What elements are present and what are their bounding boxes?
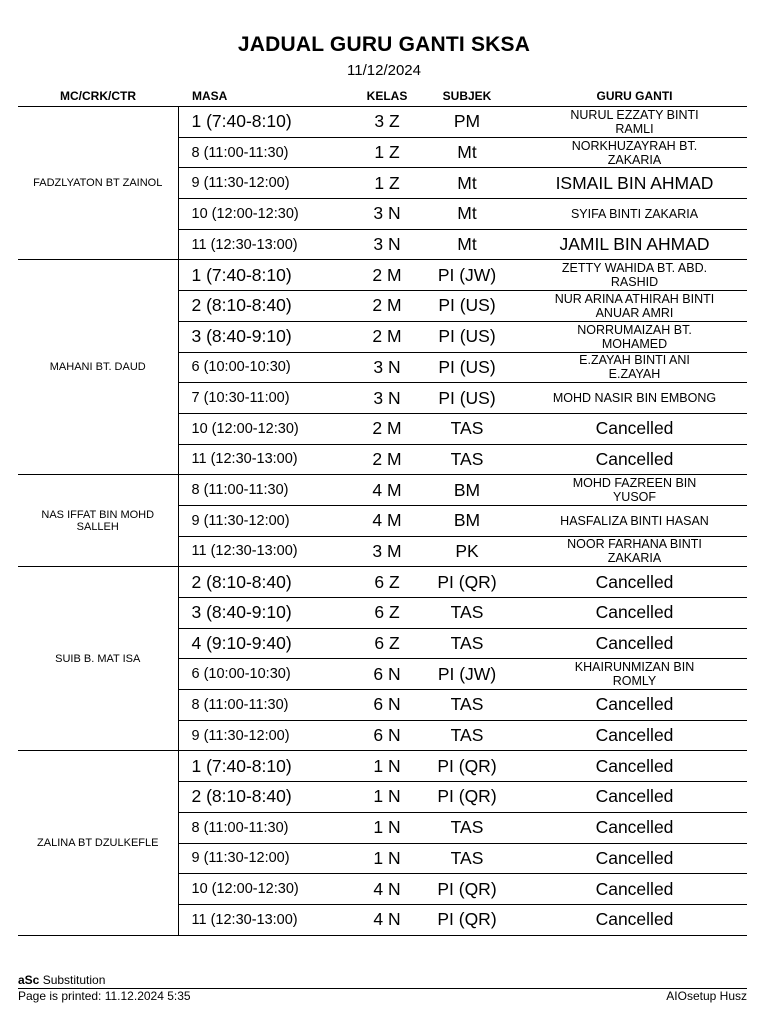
kelas-cell: 4 N bbox=[362, 874, 412, 905]
masa-cell: 8 (11:00-11:30) bbox=[178, 812, 362, 843]
table-body bbox=[18, 107, 747, 936]
kelas-cell: 2 M bbox=[362, 444, 412, 475]
masa-cell: 4 (9:10-9:40) bbox=[178, 628, 362, 659]
subjek-cell: TAS bbox=[412, 720, 522, 751]
footer-brand: aSc bbox=[18, 973, 40, 987]
kelas-cell: 3 N bbox=[362, 199, 412, 230]
subjek-cell: BM bbox=[412, 475, 522, 506]
guru-ganti-cell: NURUL EZZATY BINTI RAMLI bbox=[522, 107, 747, 138]
kelas-cell: 3 M bbox=[362, 536, 412, 567]
guru-ganti-cell: MOHD FAZREEN BIN YUSOF bbox=[522, 475, 747, 506]
kelas-cell: 1 N bbox=[362, 843, 412, 874]
absent-teacher-cell: SUIB B. MAT ISA bbox=[18, 567, 178, 751]
masa-cell: 1 (7:40-8:10) bbox=[178, 107, 362, 138]
masa-cell: 3 (8:40-9:10) bbox=[178, 598, 362, 629]
masa-cell: 9 (11:30-12:00) bbox=[178, 505, 362, 536]
kelas-cell: 1 Z bbox=[362, 137, 412, 168]
guru-ganti-cell: E.ZAYAH BINTI ANI E.ZAYAH bbox=[522, 352, 747, 383]
guru-ganti-cell: Cancelled bbox=[522, 904, 747, 935]
subjek-cell: PM bbox=[412, 107, 522, 138]
kelas-cell: 6 Z bbox=[362, 628, 412, 659]
masa-cell: 9 (11:30-12:00) bbox=[178, 843, 362, 874]
header-guru-ganti: GURU GANTI bbox=[522, 86, 747, 107]
absent-teacher-cell: NAS IFFAT BIN MOHD SALLEH bbox=[18, 475, 178, 567]
masa-cell: 10 (12:00-12:30) bbox=[178, 874, 362, 905]
table-row bbox=[18, 260, 747, 291]
guru-ganti-cell: Cancelled bbox=[522, 812, 747, 843]
absent-teacher-cell: MAHANI BT. DAUD bbox=[18, 260, 178, 475]
masa-cell: 10 (12:00-12:30) bbox=[178, 413, 362, 444]
subjek-cell: PI (JW) bbox=[412, 260, 522, 291]
footer-product: Substitution bbox=[39, 973, 106, 987]
guru-ganti-cell: Cancelled bbox=[522, 598, 747, 629]
kelas-cell: 4 M bbox=[362, 505, 412, 536]
guru-ganti-cell: Cancelled bbox=[522, 751, 747, 782]
guru-ganti-cell: Cancelled bbox=[522, 690, 747, 721]
guru-ganti-cell: Cancelled bbox=[522, 874, 747, 905]
kelas-cell: 6 Z bbox=[362, 567, 412, 598]
guru-ganti-cell: Cancelled bbox=[522, 628, 747, 659]
kelas-cell: 1 N bbox=[362, 751, 412, 782]
footer-printed-date: Page is printed: 11.12.2024 5:35 bbox=[18, 989, 191, 1003]
masa-cell: 10 (12:00-12:30) bbox=[178, 199, 362, 230]
guru-ganti-cell: ISMAIL BIN AHMAD bbox=[522, 168, 747, 199]
guru-ganti-cell: KHAIRUNMIZAN BIN ROMLY bbox=[522, 659, 747, 690]
kelas-cell: 6 N bbox=[362, 720, 412, 751]
absent-teacher-cell: FADZLYATON BT ZAINOL bbox=[18, 107, 178, 260]
guru-ganti-cell: SYIFA BINTI ZAKARIA bbox=[522, 199, 747, 230]
guru-ganti-cell: Cancelled bbox=[522, 444, 747, 475]
subjek-cell: PI (QR) bbox=[412, 567, 522, 598]
masa-cell: 2 (8:10-8:40) bbox=[178, 782, 362, 813]
subjek-cell: PK bbox=[412, 536, 522, 567]
kelas-cell: 2 M bbox=[362, 260, 412, 291]
kelas-cell: 3 Z bbox=[362, 107, 412, 138]
header-subjek: SUBJEK bbox=[412, 86, 522, 107]
subjek-cell: BM bbox=[412, 505, 522, 536]
subjek-cell: Mt bbox=[412, 168, 522, 199]
kelas-cell: 1 N bbox=[362, 812, 412, 843]
guru-ganti-cell: Cancelled bbox=[522, 843, 747, 874]
kelas-cell: 1 N bbox=[362, 782, 412, 813]
subjek-cell: TAS bbox=[412, 812, 522, 843]
masa-cell: 1 (7:40-8:10) bbox=[178, 751, 362, 782]
subjek-cell: PI (US) bbox=[412, 291, 522, 322]
guru-ganti-cell: ZETTY WAHIDA BT. ABD. RASHID bbox=[522, 260, 747, 291]
kelas-cell: 2 M bbox=[362, 291, 412, 322]
subjek-cell: Mt bbox=[412, 229, 522, 260]
subjek-cell: TAS bbox=[412, 843, 522, 874]
kelas-cell: 3 N bbox=[362, 352, 412, 383]
masa-cell: 1 (7:40-8:10) bbox=[178, 260, 362, 291]
table-row bbox=[18, 475, 747, 506]
masa-cell: 7 (10:30-11:00) bbox=[178, 383, 362, 414]
guru-ganti-cell: HASFALIZA BINTI HASAN bbox=[522, 505, 747, 536]
table-row bbox=[18, 107, 747, 138]
subjek-cell: PI (US) bbox=[412, 383, 522, 414]
table-header-row bbox=[18, 86, 747, 107]
guru-ganti-cell: NORRUMAIZAH BT. MOHAMED bbox=[522, 321, 747, 352]
table-row bbox=[18, 751, 747, 782]
kelas-cell: 3 N bbox=[362, 229, 412, 260]
subjek-cell: Mt bbox=[412, 137, 522, 168]
masa-cell: 9 (11:30-12:00) bbox=[178, 720, 362, 751]
header-masa: MASA bbox=[178, 86, 362, 107]
subjek-cell: PI (QR) bbox=[412, 751, 522, 782]
subjek-cell: PI (QR) bbox=[412, 782, 522, 813]
subjek-cell: PI (US) bbox=[412, 352, 522, 383]
subjek-cell: PI (QR) bbox=[412, 874, 522, 905]
masa-cell: 11 (12:30-13:00) bbox=[178, 444, 362, 475]
masa-cell: 8 (11:00-11:30) bbox=[178, 690, 362, 721]
guru-ganti-cell: Cancelled bbox=[522, 720, 747, 751]
masa-cell: 2 (8:10-8:40) bbox=[178, 567, 362, 598]
subjek-cell: PI (US) bbox=[412, 321, 522, 352]
masa-cell: 2 (8:10-8:40) bbox=[178, 291, 362, 322]
subjek-cell: TAS bbox=[412, 413, 522, 444]
schedule-date: 11/12/2024 bbox=[347, 62, 421, 79]
masa-cell: 11 (12:30-13:00) bbox=[178, 904, 362, 935]
substitution-table bbox=[18, 86, 747, 936]
footer-app-name bbox=[18, 973, 105, 987]
guru-ganti-cell: MOHD NASIR BIN EMBONG bbox=[522, 383, 747, 414]
guru-ganti-cell: NUR ARINA ATHIRAH BINTI ANUAR AMRI bbox=[522, 291, 747, 322]
header-teacher: MC/CRK/CTR bbox=[18, 86, 178, 107]
masa-cell: 8 (11:00-11:30) bbox=[178, 475, 362, 506]
guru-ganti-cell: Cancelled bbox=[522, 567, 747, 598]
footer-setup-label: AIOsetup Husz bbox=[666, 989, 747, 1003]
kelas-cell: 4 N bbox=[362, 904, 412, 935]
masa-cell: 6 (10:00-10:30) bbox=[178, 352, 362, 383]
masa-cell: 9 (11:30-12:00) bbox=[178, 168, 362, 199]
subjek-cell: PI (QR) bbox=[412, 904, 522, 935]
subjek-cell: TAS bbox=[412, 690, 522, 721]
kelas-cell: 1 Z bbox=[362, 168, 412, 199]
masa-cell: 3 (8:40-9:10) bbox=[178, 321, 362, 352]
header-kelas: KELAS bbox=[362, 86, 412, 107]
kelas-cell: 2 M bbox=[362, 321, 412, 352]
masa-cell: 6 (10:00-10:30) bbox=[178, 659, 362, 690]
guru-ganti-cell: Cancelled bbox=[522, 413, 747, 444]
guru-ganti-cell: JAMIL BIN AHMAD bbox=[522, 229, 747, 260]
absent-teacher-cell: ZALINA BT DZULKEFLE bbox=[18, 751, 178, 935]
subjek-cell: TAS bbox=[412, 444, 522, 475]
masa-cell: 11 (12:30-13:00) bbox=[178, 536, 362, 567]
page-title: JADUAL GURU GANTI SKSA bbox=[237, 33, 531, 56]
kelas-cell: 4 M bbox=[362, 475, 412, 506]
kelas-cell: 6 N bbox=[362, 659, 412, 690]
kelas-cell: 2 M bbox=[362, 413, 412, 444]
kelas-cell: 6 N bbox=[362, 690, 412, 721]
guru-ganti-cell: NORKHUZAYRAH BT. ZAKARIA bbox=[522, 137, 747, 168]
subjek-cell: Mt bbox=[412, 199, 522, 230]
subjek-cell: PI (JW) bbox=[412, 659, 522, 690]
table-row bbox=[18, 567, 747, 598]
masa-cell: 8 (11:00-11:30) bbox=[178, 137, 362, 168]
kelas-cell: 3 N bbox=[362, 383, 412, 414]
guru-ganti-cell: NOOR FARHANA BINTI ZAKARIA bbox=[522, 536, 747, 567]
subjek-cell: TAS bbox=[412, 628, 522, 659]
masa-cell: 11 (12:30-13:00) bbox=[178, 229, 362, 260]
kelas-cell: 6 Z bbox=[362, 598, 412, 629]
subjek-cell: TAS bbox=[412, 598, 522, 629]
guru-ganti-cell: Cancelled bbox=[522, 782, 747, 813]
